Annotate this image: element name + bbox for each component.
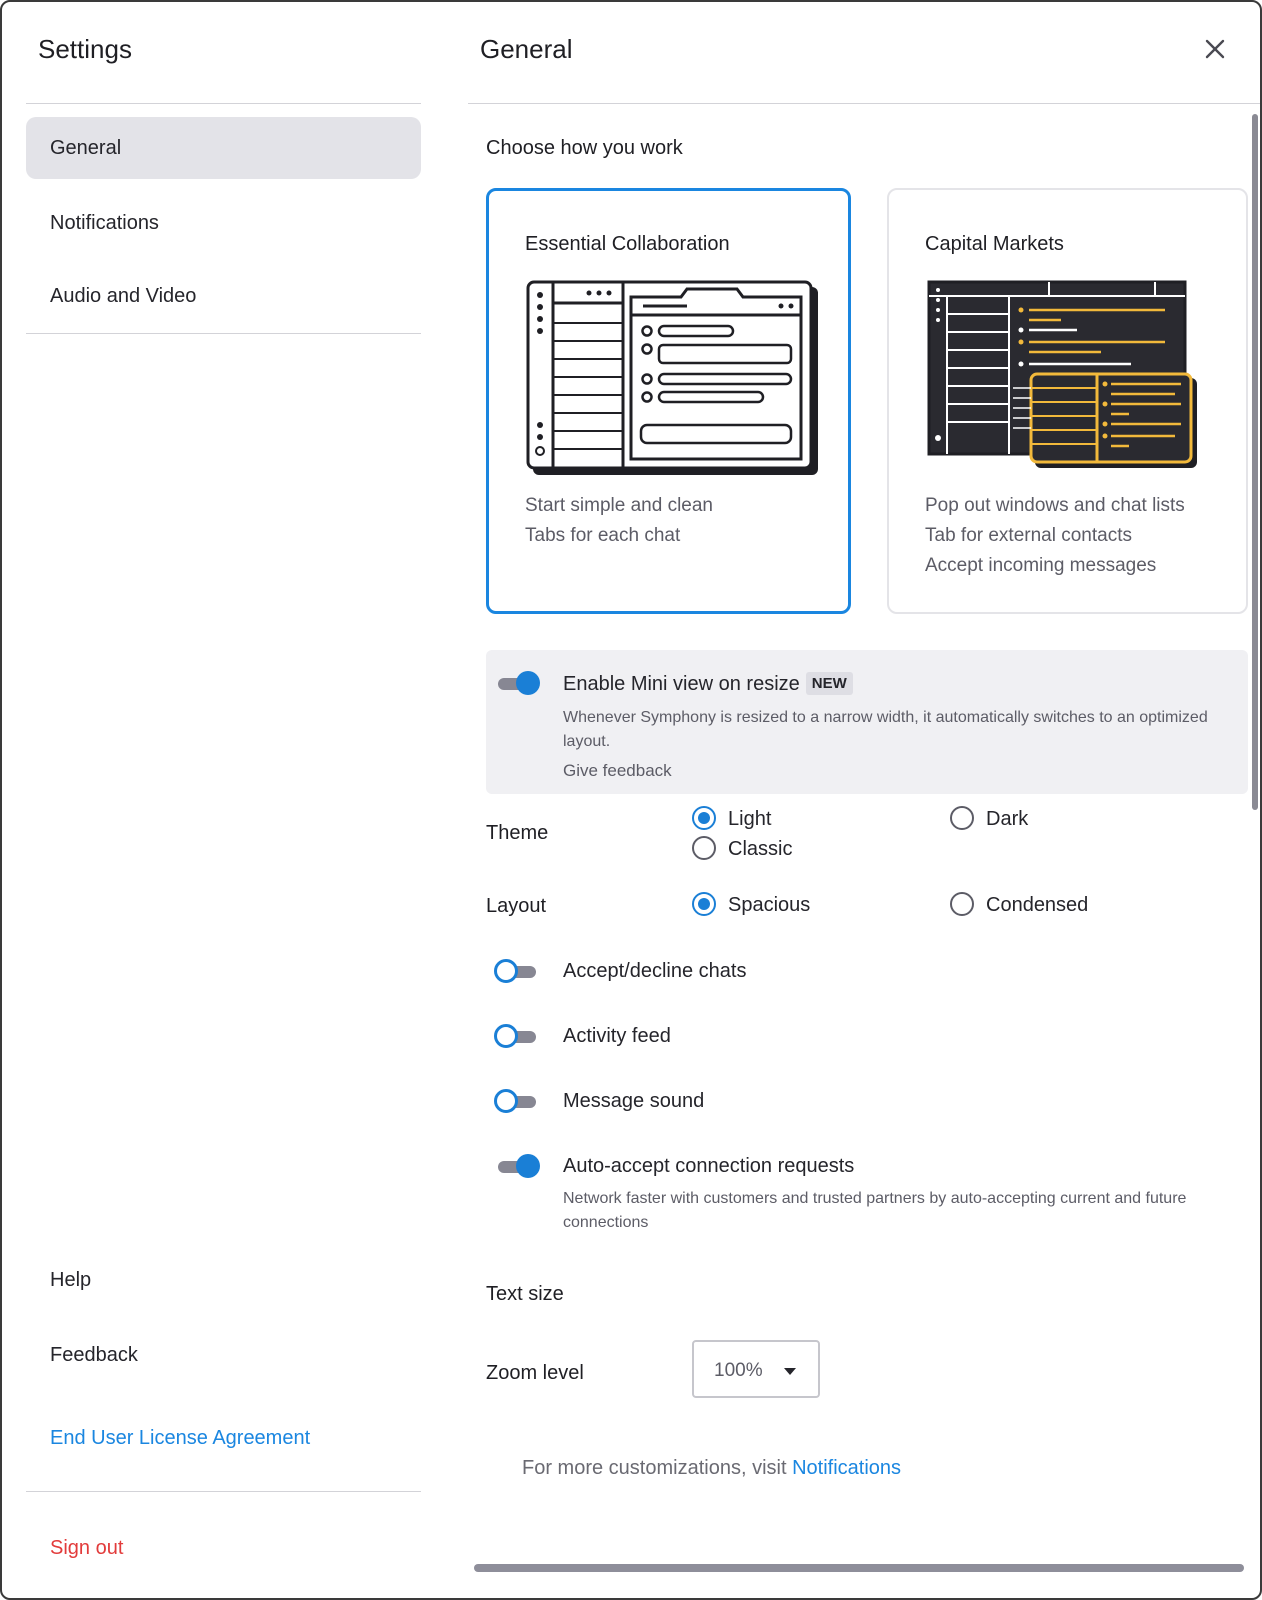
sign-out-button[interactable] bbox=[26, 1517, 421, 1579]
customizations-note bbox=[522, 1457, 901, 1480]
horizontal-scrollbar[interactable] bbox=[474, 1564, 1244, 1572]
toggle-knob bbox=[516, 671, 540, 695]
layout-label: Layout bbox=[486, 895, 547, 917]
layout-condensed-radio[interactable] bbox=[950, 892, 974, 916]
sidebar-item-label: General bbox=[50, 136, 122, 159]
accept-decline-label: Accept/decline chats bbox=[563, 960, 747, 982]
theme-classic-radio[interactable] bbox=[692, 836, 716, 860]
sidebar-item-help[interactable] bbox=[26, 1249, 421, 1311]
sidebar-item-feedback[interactable] bbox=[26, 1324, 421, 1386]
card-desc-line: Tabs for each chat bbox=[525, 525, 681, 546]
card-title: Capital Markets bbox=[925, 233, 1064, 255]
layout-spacious-radio[interactable] bbox=[692, 892, 716, 916]
toggle-knob bbox=[494, 959, 518, 983]
give-feedback-link[interactable]: Give feedback bbox=[563, 761, 672, 780]
collaboration-illustration-icon bbox=[525, 279, 820, 479]
sidebar-divider-top bbox=[26, 103, 421, 104]
customizations-note-text: For more customizations, visit bbox=[522, 1457, 787, 1479]
accept-decline-toggle[interactable] bbox=[494, 958, 538, 984]
choose-heading: Choose how you work bbox=[486, 137, 683, 159]
mini-view-label bbox=[563, 672, 853, 696]
card-desc-line: Tab for external contacts bbox=[925, 525, 1132, 546]
sidebar-divider-bottom bbox=[26, 1491, 421, 1492]
layout-condensed-label[interactable]: Condensed bbox=[986, 894, 1089, 916]
sign-out-label: Sign out bbox=[50, 1536, 124, 1559]
sidebar-item-label: Help bbox=[50, 1268, 92, 1291]
sidebar-title: Settings bbox=[38, 34, 132, 64]
mini-view-toggle[interactable] bbox=[496, 670, 540, 696]
notifications-link[interactable]: Notifications bbox=[792, 1457, 902, 1479]
toggle-knob bbox=[516, 1154, 540, 1178]
mini-view-label-text: Enable Mini view on resize bbox=[563, 673, 800, 695]
sidebar-item-notifications[interactable] bbox=[26, 192, 421, 254]
sidebar-item-label: Notifications bbox=[50, 211, 159, 234]
theme-dark-radio[interactable] bbox=[950, 806, 974, 830]
theme-label: Theme bbox=[486, 822, 549, 844]
new-badge: NEW bbox=[806, 672, 853, 695]
mini-view-description: Whenever Symphony is resized to a narrow width, it automatically switches to an optimized layout. bbox=[563, 709, 1208, 750]
card-desc-line: Start simple and clean bbox=[525, 495, 713, 516]
theme-classic-label[interactable]: Classic bbox=[728, 838, 793, 860]
auto-accept-label: Auto-accept connection requests bbox=[563, 1155, 855, 1177]
sidebar-item-label: Feedback bbox=[50, 1343, 138, 1366]
message-sound-label: Message sound bbox=[563, 1090, 705, 1112]
message-sound-toggle[interactable] bbox=[494, 1088, 538, 1114]
sidebar-divider-middle bbox=[26, 333, 421, 334]
page-title: General bbox=[480, 34, 573, 64]
close-icon bbox=[1200, 34, 1230, 64]
toggle-knob bbox=[494, 1024, 518, 1048]
activity-feed-label: Activity feed bbox=[563, 1025, 671, 1047]
eula-link-label: End User License Agreement bbox=[50, 1426, 311, 1449]
theme-dark-label[interactable]: Dark bbox=[986, 808, 1029, 830]
caret-down-icon bbox=[784, 1368, 796, 1375]
activity-feed-toggle[interactable] bbox=[494, 1023, 538, 1049]
auto-accept-toggle[interactable] bbox=[496, 1153, 540, 1179]
close-button[interactable] bbox=[1200, 34, 1230, 64]
text-size-heading: Text size bbox=[486, 1283, 564, 1305]
auto-accept-description: Network faster with customers and trusted partners by auto-accepting current and future connections bbox=[563, 1190, 1187, 1231]
sidebar bbox=[2, 2, 432, 1598]
card-desc-line: Accept incoming messages bbox=[925, 555, 1157, 576]
toggle-knob bbox=[494, 1089, 518, 1113]
eula-link[interactable] bbox=[26, 1407, 421, 1469]
zoom-level-select[interactable] bbox=[692, 1340, 820, 1398]
card-capital-markets[interactable] bbox=[887, 188, 1248, 614]
main-header-divider bbox=[468, 103, 1262, 104]
zoom-level-label: Zoom level bbox=[486, 1362, 584, 1384]
card-desc-line: Pop out windows and chat lists bbox=[925, 495, 1185, 516]
vertical-scrollbar[interactable] bbox=[1252, 114, 1258, 810]
sidebar-item-audio-video[interactable] bbox=[26, 265, 421, 327]
theme-light-radio[interactable] bbox=[692, 806, 716, 830]
layout-spacious-label[interactable]: Spacious bbox=[728, 894, 811, 916]
zoom-level-value: 100% bbox=[714, 1360, 763, 1381]
theme-light-label[interactable]: Light bbox=[728, 808, 772, 830]
sidebar-item-general[interactable] bbox=[26, 117, 421, 179]
card-title: Essential Collaboration bbox=[525, 233, 730, 255]
card-essential-collaboration[interactable] bbox=[486, 188, 851, 614]
capital-markets-illustration-icon bbox=[925, 278, 1205, 478]
sidebar-item-label: Audio and Video bbox=[50, 284, 197, 307]
